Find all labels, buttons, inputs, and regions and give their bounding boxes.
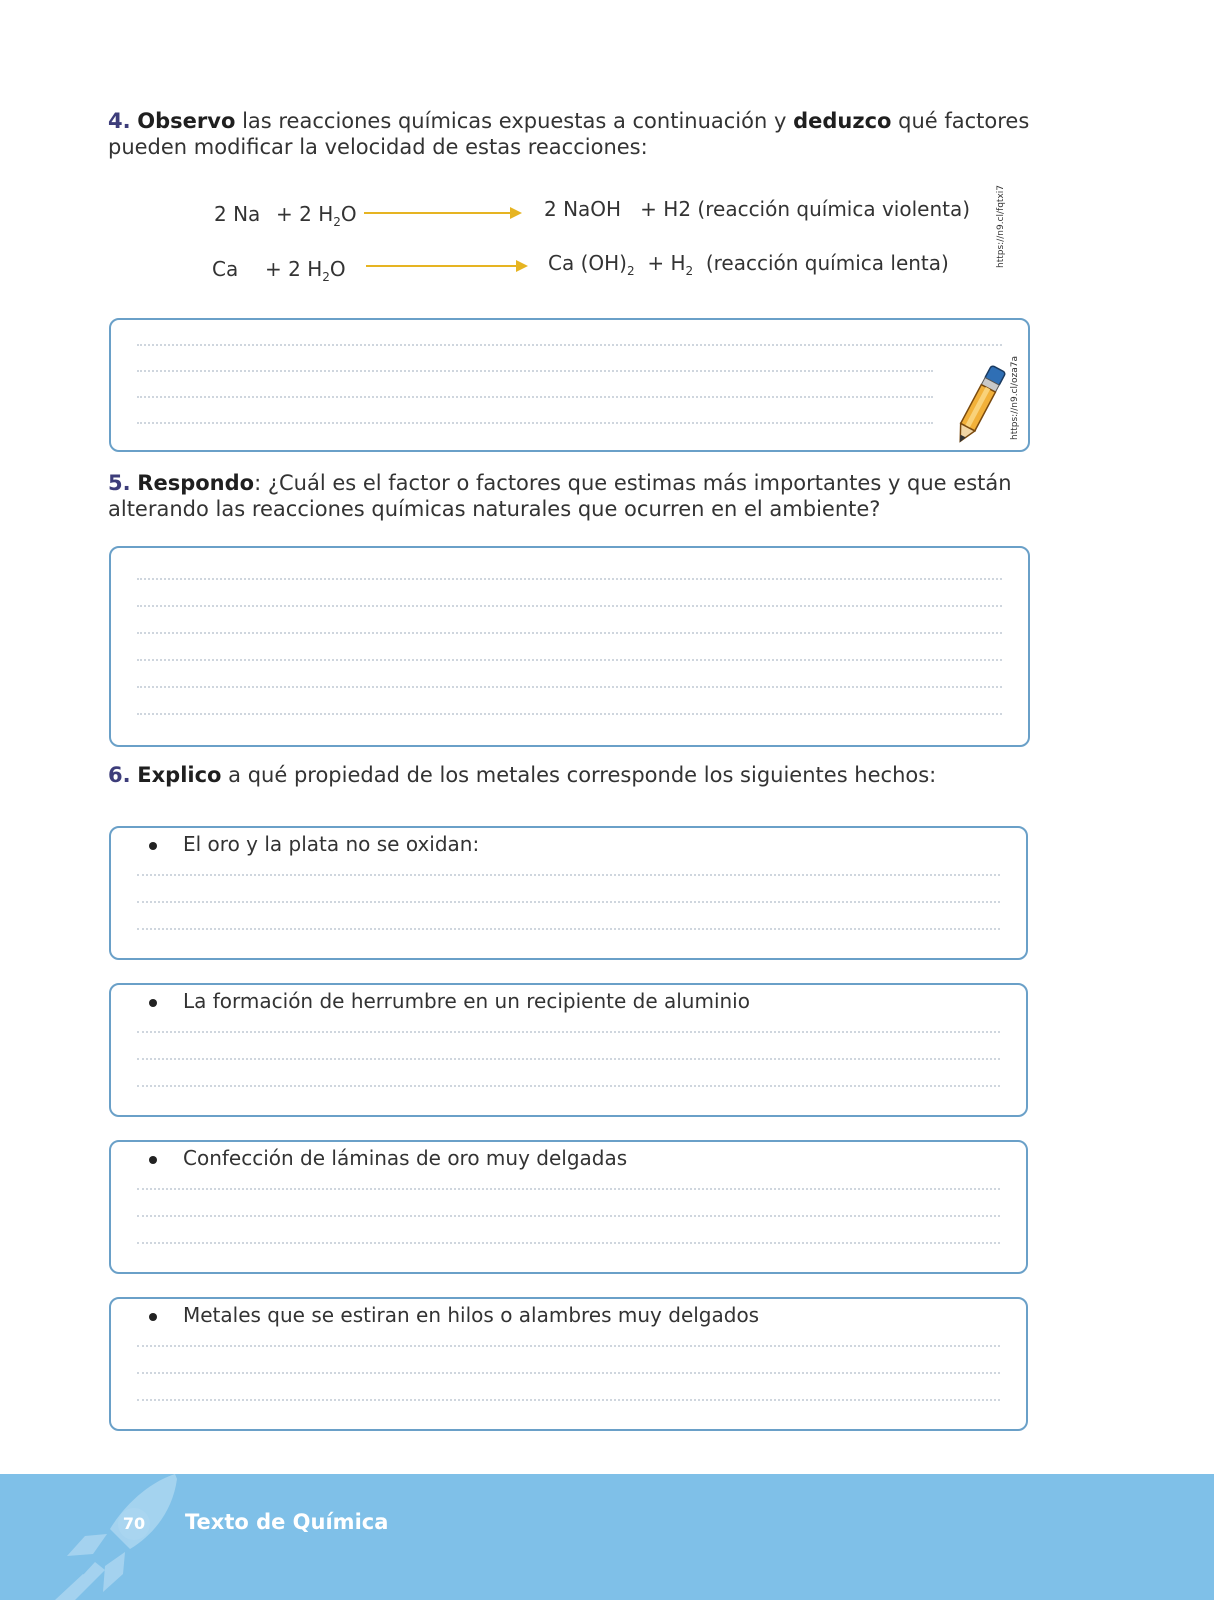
question-4-number: 4. bbox=[108, 109, 131, 133]
reaction-2-note: (reacción química lenta) bbox=[705, 251, 949, 275]
answer-box-q5[interactable] bbox=[109, 546, 1030, 747]
image-credit-url-1: https://n9.cl/fqtxi7 bbox=[996, 185, 1006, 268]
question-4-text-2: qué factores pueden modificar la velocidad de estas reacciones: bbox=[108, 109, 1030, 159]
answer-line[interactable] bbox=[137, 632, 1002, 634]
question-4 bbox=[108, 108, 1048, 160]
answer-line[interactable] bbox=[137, 659, 1002, 661]
answer-line[interactable] bbox=[137, 928, 1000, 930]
answer-box-q6-item-3[interactable] bbox=[109, 1140, 1028, 1274]
pencil-icon bbox=[949, 360, 1009, 452]
q6-item-3-label: Confección de láminas de oro muy delgadas bbox=[183, 1146, 628, 1170]
question-4-verb-deduzco: deduzco bbox=[793, 109, 892, 133]
answer-line[interactable] bbox=[137, 901, 1000, 903]
answer-line[interactable] bbox=[137, 578, 1002, 580]
q6-item-1-label: El oro y la plata no se oxidan: bbox=[183, 832, 480, 856]
question-6 bbox=[108, 762, 1048, 788]
answer-line[interactable] bbox=[137, 370, 933, 372]
answer-line[interactable] bbox=[137, 1215, 1000, 1217]
reaction-2-arrow bbox=[366, 265, 526, 267]
q6-item-2-label: La formación de herrumbre en un recipiente de aluminio bbox=[183, 989, 750, 1013]
answer-line[interactable] bbox=[137, 1242, 1000, 1244]
bullet-icon bbox=[149, 1156, 157, 1164]
question-6-text: a qué propiedad de los metales corresponde los siguientes hechos: bbox=[221, 763, 937, 787]
answer-line[interactable] bbox=[137, 422, 933, 424]
answer-line[interactable] bbox=[137, 1085, 1000, 1087]
answer-box-q4[interactable] bbox=[109, 318, 1030, 452]
answer-box-q6-item-4[interactable] bbox=[109, 1297, 1028, 1431]
page-number: 70 bbox=[118, 1508, 150, 1540]
question-4-text-1: las reacciones químicas expuestas a continuación y bbox=[235, 109, 794, 133]
q6-item-4-label: Metales que se estiran en hilos o alambres muy delgados bbox=[183, 1303, 760, 1327]
answer-line[interactable] bbox=[137, 1058, 1000, 1060]
image-credit-url-2: https://n9.cl/oza7a bbox=[1010, 355, 1020, 440]
question-5-verb: Respondo bbox=[137, 471, 255, 495]
bullet-icon bbox=[149, 1313, 157, 1321]
footer-title: Texto de Química bbox=[185, 1510, 389, 1534]
answer-line[interactable] bbox=[137, 1372, 1000, 1374]
answer-line[interactable] bbox=[137, 344, 1002, 346]
rocket-icon bbox=[55, 1474, 185, 1600]
question-6-number: 6. bbox=[108, 763, 131, 787]
answer-line[interactable] bbox=[137, 396, 933, 398]
answer-line[interactable] bbox=[137, 874, 1000, 876]
bullet-icon bbox=[149, 842, 157, 850]
reaction-1-arrow bbox=[364, 212, 520, 214]
answer-line[interactable] bbox=[137, 1031, 1000, 1033]
answer-line[interactable] bbox=[137, 713, 1002, 715]
answer-line[interactable] bbox=[137, 1188, 1000, 1190]
page-footer bbox=[0, 1474, 1214, 1600]
question-6-verb: Explico bbox=[137, 763, 222, 787]
reaction-1-note: (reacción química violenta) bbox=[697, 197, 971, 221]
question-5-number: 5. bbox=[108, 471, 131, 495]
answer-line[interactable] bbox=[137, 686, 1002, 688]
reaction-1-reactant-2: + 2 $H_2O$ bbox=[276, 202, 357, 229]
answer-line[interactable] bbox=[137, 1345, 1000, 1347]
reaction-2-products: Ca $(OH)_2 + H_2$ (reacción química lenta) bbox=[548, 251, 949, 278]
question-5-text: : ¿Cuál es el factor o factores que estimas más importantes y que están alterando las reacciones químicas naturales que ocurren en el ambiente? bbox=[108, 471, 1012, 521]
answer-box-q6-item-2[interactable] bbox=[109, 983, 1028, 1117]
reaction-2-reactant-1: Ca bbox=[212, 257, 239, 281]
question-4-verb-observo: Observo bbox=[137, 109, 236, 133]
reaction-1-reactant-1: 2 Na bbox=[214, 202, 261, 226]
answer-box-q6-item-1[interactable] bbox=[109, 826, 1028, 960]
question-5 bbox=[108, 470, 1048, 522]
answer-line[interactable] bbox=[137, 1399, 1000, 1401]
reaction-2-reactant-2: + 2 $H_2O$ bbox=[265, 257, 346, 284]
answer-line[interactable] bbox=[137, 605, 1002, 607]
reaction-1-products: 2 NaOH + H2 (reacción química violenta) bbox=[544, 197, 971, 221]
bullet-icon bbox=[149, 999, 157, 1007]
